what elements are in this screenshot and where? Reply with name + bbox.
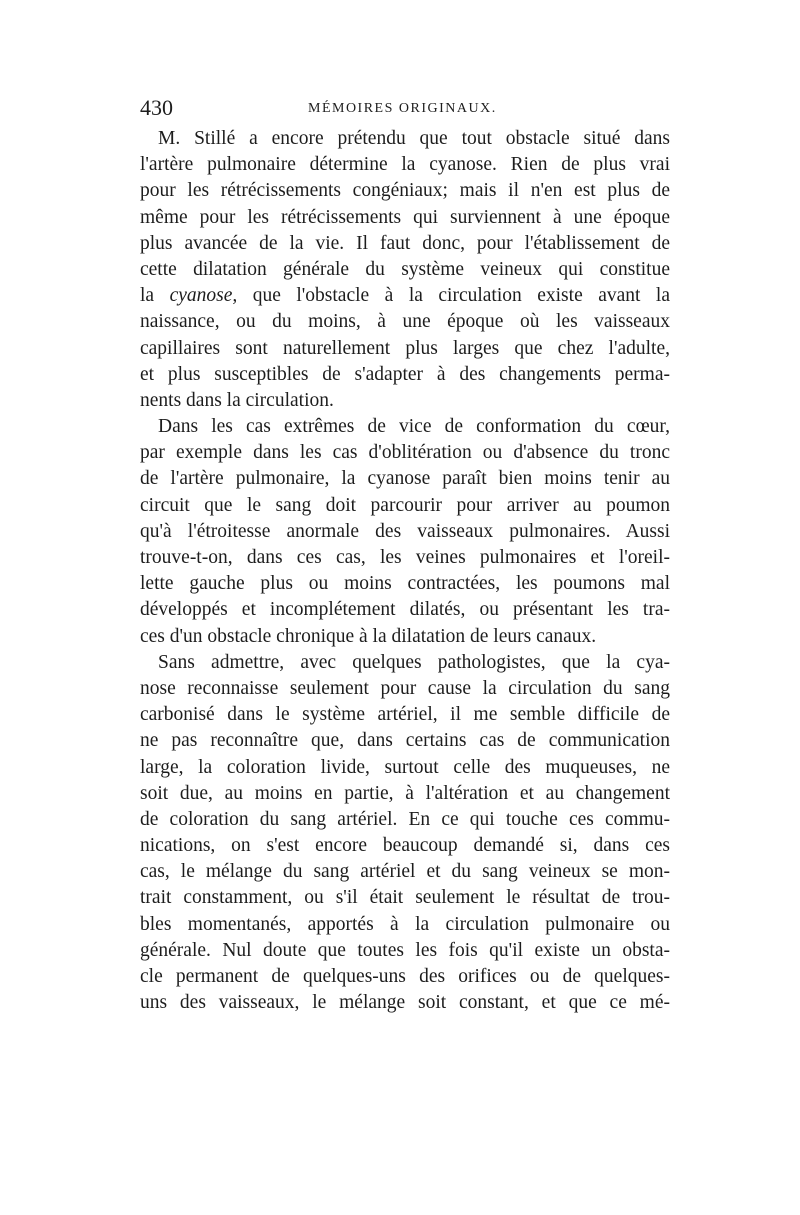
text-fragment: la — [140, 285, 170, 307]
text-line: capillaires sont naturellement plus larges que chez l'adulte, — [140, 337, 670, 359]
text-line: trait constamment, ou s'il était seulement le résultat de trou- — [140, 887, 670, 909]
text-line: Sans admettre, avec quelques pathologistes, que la cya- — [158, 651, 670, 673]
text-line: lette gauche plus ou moins contractées, les poumons mal — [140, 573, 670, 595]
text-line: ces d'un obstacle chronique à la dilatation de leurs canaux. — [140, 625, 597, 647]
text-line: ne pas reconnaître que, dans certains cas de communication — [140, 730, 670, 752]
text-line: de l'artère pulmonaire, la cyanose paraît bien moins tenir au — [140, 468, 670, 490]
paragraph-2 — [140, 414, 670, 650]
text-line: trouve-t-on, dans ces cas, les veines pulmonaires et l'oreil- — [140, 547, 670, 568]
text-line: générale. Nul doute que toutes les fois qu'il existe un obsta- — [140, 939, 670, 961]
paragraph-3 — [140, 650, 670, 1017]
text-line: plus avancée de la vie. Il faut donc, pour l'établissement de — [140, 232, 670, 254]
text-line: développés et incomplétement dilatés, ou présentant les tra- — [140, 599, 670, 621]
text-line: large, la coloration livide, surtout celle des muqueuses, ne — [140, 756, 670, 778]
text-line: uns des vaisseaux, le mélange soit constant, et que ce mé- — [140, 992, 670, 1014]
text-line: et plus susceptibles de s'adapter à des changements perma- — [140, 363, 670, 385]
text-line: carbonisé dans le système artériel, il me semble difficile de — [140, 704, 670, 726]
text-line: circuit que le sang doit parcourir pour arriver au poumon — [140, 494, 670, 516]
text-line: nents dans la circulation. — [140, 389, 334, 411]
running-head — [140, 96, 674, 120]
text-line: M. Stillé a encore prétendu que tout obstacle situé dans — [158, 128, 670, 149]
body-text — [140, 126, 670, 1016]
text-line: soit due, au moins en partie, à l'altération et au changement — [140, 782, 670, 804]
text-line: cle permanent de quelques-uns des orifices ou de quelques- — [140, 966, 670, 987]
text-line: même pour les rétrécissements qui surviennent à une époque — [140, 206, 670, 228]
page-number: 430 — [140, 95, 173, 120]
text-line: cas, le mélange du sang artériel et du sang veineux se mon- — [140, 861, 670, 883]
text-line: pour les rétrécissements congéniaux; mais il n'en est plus de — [140, 180, 670, 202]
text-line: par exemple dans les cas d'oblitération ou d'absence du tronc — [140, 442, 670, 464]
text-line: de coloration du sang artériel. En ce qui touche ces commu- — [140, 808, 670, 830]
text-line: bles momentanés, apportés à la circulation pulmonaire ou — [140, 913, 670, 935]
text-line-with-emphasis — [140, 283, 670, 309]
paragraph-1 — [140, 126, 670, 414]
text-line: nications, on s'est encore beaucoup demandé si, dans ces — [140, 835, 670, 857]
text-line: cette dilatation générale du système veineux qui constitue — [140, 258, 670, 280]
text-line: nose reconnaisse seulement pour cause la circulation du sang — [140, 677, 670, 699]
text-line: naissance, ou du moins, à une époque où les vaisseaux — [140, 311, 670, 333]
running-title: MÉMOIRES ORIGINAUX. — [308, 101, 497, 116]
text-line: l'artère pulmonaire détermine la cyanose. Rien de plus vrai — [140, 154, 670, 176]
text-line: Dans les cas extrêmes de vice de conformation du cœur, — [158, 416, 670, 438]
emphasized-term: cyanose, — [169, 285, 238, 307]
text-fragment: que l'obstacle à la circulation existe avant la — [237, 285, 670, 307]
text-line: qu'à l'étroitesse anormale des vaisseaux pulmonaires. Aussi — [140, 520, 670, 542]
